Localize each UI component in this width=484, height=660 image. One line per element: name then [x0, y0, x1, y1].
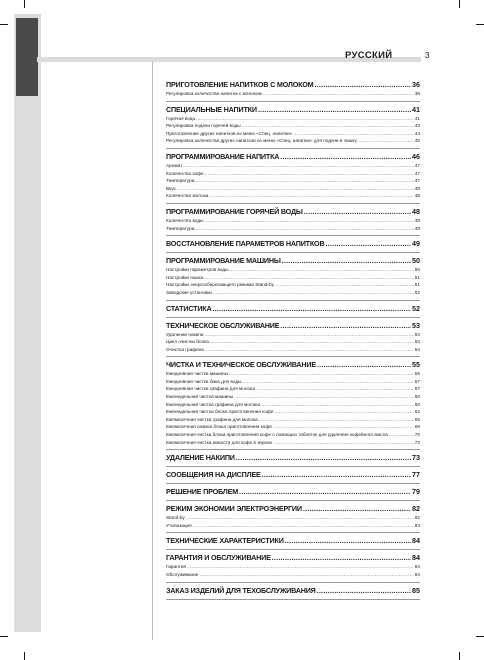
toc-entry[interactable]: [166, 266, 420, 274]
toc-section-title: ПРОГРАММИРОВАНИЕ НАПИТКА: [166, 151, 280, 161]
side-band: [14, 14, 41, 632]
toc-section: [166, 360, 420, 450]
toc-section: [166, 239, 420, 253]
toc-section-heading[interactable]: [166, 470, 420, 480]
toc-section-page: 84: [412, 553, 420, 563]
crop-mark: [459, 0, 460, 8]
toc-section-title: УДАЛЕНИЕ НАКИПИ: [166, 453, 235, 463]
toc-entry[interactable]: [166, 423, 420, 431]
toc-section-heading[interactable]: [166, 304, 420, 314]
toc-entry[interactable]: [166, 185, 420, 193]
language-label: РУССКИЙ: [345, 50, 393, 61]
toc-entry-page: 65: [414, 416, 420, 422]
toc-section-page: 49: [412, 239, 420, 249]
toc-entry-page: 48: [414, 193, 420, 199]
toc-entry-page: 44: [414, 130, 420, 136]
toc-entry[interactable]: [166, 217, 420, 225]
toc-leader: [280, 321, 411, 331]
toc-entry-title: Температура: [166, 225, 195, 231]
toc-entry-page: 39: [414, 91, 420, 96]
toc-entry[interactable]: [166, 281, 420, 289]
toc-entry-page: 54: [414, 346, 420, 352]
toc-entry[interactable]: [166, 90, 420, 98]
crop-mark: [24, 652, 25, 660]
toc-entry[interactable]: [166, 431, 420, 439]
toc-section-page: 55: [412, 360, 420, 370]
toc-section: [166, 586, 420, 600]
toc-leader: [317, 586, 411, 596]
toc-section-heading[interactable]: [166, 360, 420, 370]
toc-leader: [210, 338, 414, 346]
toc-entry-page: 70: [414, 432, 420, 438]
crop-mark: [24, 0, 25, 8]
toc-entry-title: Ежемесячная чистка емкости для кофе в зернах: [166, 439, 273, 445]
toc-leader: [263, 90, 414, 98]
toc-leader: [282, 256, 411, 266]
toc-section: [166, 256, 420, 300]
toc-leader: [177, 185, 414, 193]
toc-entry[interactable]: [166, 122, 420, 130]
toc-section-title: РЕШЕНИЕ ПРОБЛЕМ: [166, 487, 239, 497]
toc-entry[interactable]: [166, 274, 420, 282]
toc-section-page: 48: [412, 206, 420, 216]
toc-section: [166, 536, 420, 550]
toc-entry-title: Регулировка количества других напитков из меню «Спец. напитки» для подачи в чашку: [166, 138, 357, 144]
toc-section-heading[interactable]: [166, 586, 420, 596]
toc-section-page: 53: [412, 320, 420, 330]
crop-mark: [476, 636, 484, 637]
toc-entry-title: Количество кофе: [166, 170, 204, 176]
toc-entry-title: Температура: [166, 178, 195, 184]
toc-entry-title: Ежедневная чистка графина для молока: [166, 386, 255, 392]
toc-leader: [293, 130, 413, 138]
toc-entry[interactable]: [166, 416, 420, 424]
toc-section-heading[interactable]: [166, 152, 420, 162]
toc-entry[interactable]: [166, 514, 420, 522]
crop-mark: [0, 636, 8, 637]
toc-entry-title: Ежедневная чистка машины: [166, 371, 229, 377]
toc-entry-page: 83: [414, 522, 420, 528]
toc-leader: [196, 115, 414, 123]
toc-leader: [272, 553, 411, 563]
toc-entry[interactable]: [166, 563, 420, 571]
toc-section-page: 41: [412, 104, 420, 114]
toc-leader: [230, 266, 414, 274]
toc-section: [166, 453, 420, 467]
toc-entry[interactable]: [166, 370, 420, 378]
toc-section: [166, 207, 420, 236]
toc-entry[interactable]: [166, 137, 420, 145]
toc-section-heading[interactable]: [166, 553, 420, 563]
toc-leader: [258, 105, 411, 115]
toc-section-title: СПЕЦИАЛЬНЫЕ НАПИТКИ: [166, 104, 257, 114]
toc-entry-title: Еженедельная чистка графина для молока: [166, 401, 261, 407]
toc-leader: [256, 385, 414, 393]
toc-section-title: СТАТИСТИКА: [166, 303, 212, 313]
toc-section-title: РЕЖИМ ЭКОНОМИИ ЭЛЕКТРОЭНЕРГИИ: [166, 504, 302, 514]
toc-leader: [186, 514, 414, 522]
toc-section-title: ЧИСТКА И ТЕХНИЧЕСКОЕ ОБСЛУЖИВАНИЕ: [166, 360, 316, 370]
toc-entry-title: Настройки языка: [166, 274, 204, 280]
toc-entry-page: 47: [414, 178, 420, 184]
toc-section-title: ЗАКАЗ ИЗДЕЛИЙ ДЛЯ ТЕХОБСЛУЖИВАНИЯ: [166, 585, 316, 595]
toc-leader: [209, 192, 413, 200]
toc-entry-title: Stand-by: [166, 515, 185, 521]
toc-leader: [259, 416, 414, 424]
toc-section-heading[interactable]: [166, 239, 420, 249]
toc-entry-title: Регулировка количества напитка с молоком: [166, 91, 262, 96]
toc-leader: [204, 274, 414, 282]
toc-entry-title: Настройки энергосберегающего режима Stand-by: [166, 282, 274, 288]
toc-leader: [204, 331, 413, 339]
toc-leader: [213, 289, 414, 297]
toc-leader: [242, 378, 413, 386]
toc-section-page: 77: [412, 470, 420, 480]
toc-leader: [242, 122, 414, 130]
toc-leader: [280, 152, 411, 162]
toc-entry[interactable]: [166, 170, 420, 178]
toc-entry-title: Удаление накипи: [166, 331, 204, 337]
toc-leader: [193, 522, 414, 530]
toc-entry-title: Ежемесячная смазка блока приготовления кофе: [166, 424, 272, 430]
toc-entry[interactable]: [166, 225, 420, 233]
toc-entry[interactable]: [166, 331, 420, 339]
toc-entry[interactable]: [166, 289, 420, 297]
toc-leader: [195, 225, 413, 233]
toc-entry-title: Количество воды: [166, 217, 204, 223]
toc-entry-title: Утилизация: [166, 522, 192, 528]
toc-entry[interactable]: [166, 177, 420, 185]
toc-leader: [205, 346, 414, 354]
toc-section: [166, 487, 420, 501]
crop-mark: [459, 652, 460, 660]
toc-entry-page: 47: [414, 162, 420, 168]
toc-entry-page: 45: [414, 138, 420, 144]
toc-entry-title: Еженедельная чистка машины: [166, 394, 234, 400]
toc-section: [166, 304, 420, 318]
toc-leader: [187, 563, 414, 571]
toc-entry-page: 41: [414, 115, 420, 121]
toc-leader: [199, 571, 413, 579]
toc-section: [166, 504, 420, 533]
toc-entry[interactable]: [166, 439, 420, 447]
toc-section-page: 84: [412, 536, 420, 546]
toc-entry-title: Горячая вода: [166, 115, 196, 121]
toc-section-heading[interactable]: [166, 504, 420, 514]
toc-entry[interactable]: [166, 130, 420, 138]
toc-entry-page: 57: [414, 378, 420, 384]
toc-entry-page: 43: [414, 123, 420, 129]
toc-leader: [274, 408, 413, 416]
toc-entry-page: 47: [414, 170, 420, 176]
toc-entry[interactable]: [166, 571, 420, 579]
toc-section-heading[interactable]: [166, 453, 420, 463]
toc-entry-page: 57: [414, 386, 420, 392]
toc-section-title: ТЕХНИЧЕСКОЕ ОБСЛУЖИВАНИЕ: [166, 320, 280, 330]
toc-entry[interactable]: [166, 115, 420, 123]
toc-leader: [205, 217, 414, 225]
toc-section-title: ВОССТАНОВЛЕНИЕ ПАРАМЕТРОВ НАПИТКОВ: [166, 239, 325, 249]
toc-entry-page: 84: [414, 572, 420, 577]
toc-entry-page: 48: [414, 217, 420, 223]
toc-section-heading[interactable]: [166, 80, 420, 90]
toc-entry-title: Ежедневная чистка бака для воды: [166, 378, 242, 384]
toc-entry-page: 51: [414, 282, 420, 288]
toc-entry-page: 48: [414, 185, 420, 191]
toc-entry-page: 69: [414, 424, 420, 430]
toc-leader: [317, 360, 411, 370]
toc-leader: [195, 177, 413, 185]
toc-leader: [273, 423, 414, 431]
toc-entry-page: 52: [414, 289, 420, 295]
toc-section-title: СООБЩЕНИЯ НА ДИСПЛЕЕ: [166, 470, 261, 480]
toc-entry-title: Цикл очистки блока: [166, 339, 209, 345]
toc-entry[interactable]: [166, 192, 420, 200]
toc-entry-page: 62: [414, 409, 420, 415]
toc-entry-title: Обслуживание: [166, 572, 199, 577]
toc-leader: [304, 207, 411, 217]
toc-leader: [205, 170, 414, 178]
toc-section-title: ГАРАНТИЯ И ОБСЛУЖИВАНИЕ: [166, 553, 271, 563]
toc-section-heading[interactable]: [166, 256, 420, 266]
toc-entry-title: Еженедельная чистка блока приготовления кофе: [166, 409, 274, 415]
toc-entry-title: Ежемесячная чистка графина для молока: [166, 416, 258, 422]
toc-section-title: ПРИГОТОВЛЕНИЕ НАПИТКОВ С МОЛОКОМ: [166, 80, 314, 89]
toc-section: [166, 553, 420, 582]
toc-entry-page: 60: [414, 394, 420, 400]
toc-section-page: 79: [412, 487, 420, 497]
column-rule: [152, 62, 153, 640]
crop-mark: [476, 24, 484, 25]
toc-section-page: 82: [412, 504, 420, 514]
toc-entry[interactable]: [166, 385, 420, 393]
toc-leader: [212, 304, 411, 314]
toc-section-page: 50: [412, 256, 420, 266]
toc-entry-page: 84: [414, 564, 420, 570]
toc-entry-title: Очистка графина: [166, 346, 204, 352]
toc-section: [166, 321, 420, 358]
page-number: 3: [425, 51, 430, 60]
toc-leader: [389, 431, 414, 439]
toc-entry-page: 50: [414, 267, 420, 273]
toc-entry-page: 82: [414, 515, 420, 521]
toc-section-title: ТЕХНИЧЕСКИЕ ХАРАКТЕРИСТИКИ: [166, 536, 284, 546]
toc-leader: [262, 470, 411, 480]
toc-entry-title: Гарантия: [166, 564, 186, 570]
toc-section: [166, 80, 420, 102]
toc-entry[interactable]: [166, 408, 420, 416]
toc-entry-title: Приготовление других напитков из меню «Спец. напитки»: [166, 130, 293, 136]
table-of-contents: [166, 77, 420, 601]
toc-entry-title: Количество молока: [166, 193, 209, 199]
toc-leader: [229, 370, 414, 378]
toc-leader: [314, 80, 411, 90]
toc-entry-page: 51: [414, 274, 420, 280]
toc-section-heading[interactable]: [166, 105, 420, 115]
toc-entry-page: 53: [414, 339, 420, 345]
toc-entry-title: Настройки параметров воды: [166, 267, 229, 273]
toc-section-heading[interactable]: [166, 536, 420, 546]
toc-entry[interactable]: [166, 393, 420, 401]
toc-leader: [236, 453, 411, 463]
toc-leader: [234, 393, 414, 401]
toc-section-heading[interactable]: [166, 487, 420, 497]
toc-section-heading[interactable]: [166, 321, 420, 331]
toc-entry-page: 53: [414, 331, 420, 337]
toc-entry-title: Регулировка подачи горячей воды: [166, 123, 241, 129]
toc-leader: [358, 137, 414, 145]
toc-entry[interactable]: [166, 401, 420, 409]
toc-entry[interactable]: [166, 162, 420, 170]
toc-section-title: ПРОГРАММИРОВАНИЕ МАШИНЫ: [166, 256, 281, 266]
toc-section-title: ПРОГРАММИРОВАНИЕ ГОРЯЧЕЙ ВОДЫ: [166, 206, 303, 216]
toc-leader: [303, 504, 411, 514]
toc-entry-page: 60: [414, 401, 420, 407]
toc-entry[interactable]: [166, 338, 420, 346]
toc-section-page: 73: [412, 453, 420, 463]
toc-section-page: 46: [412, 151, 420, 161]
crop-mark: [0, 24, 8, 25]
toc-section-page: 52: [412, 303, 420, 313]
toc-section-page: 85: [412, 585, 420, 595]
toc-leader: [239, 487, 411, 497]
toc-leader: [325, 239, 411, 249]
toc-entry-title: Ежемесячная чистка блока приготовления кофе с помощью таблеток для удаления кофейного масла: [166, 432, 388, 438]
side-tab-marker: [16, 18, 38, 96]
toc-entry-title: Заводские установки: [166, 289, 212, 295]
toc-entry[interactable]: [166, 378, 420, 386]
toc-leader: [285, 536, 411, 546]
toc-entry-title: Вкус: [166, 185, 176, 191]
toc-entry[interactable]: [166, 522, 420, 530]
toc-section-page: 36: [412, 80, 420, 89]
toc-section: [166, 470, 420, 484]
toc-leader: [183, 162, 414, 170]
toc-entry-title: Аромат: [166, 162, 183, 168]
toc-section: [166, 105, 420, 149]
toc-leader: [275, 281, 414, 289]
toc-section-heading[interactable]: [166, 207, 420, 217]
toc-leader: [261, 401, 414, 409]
toc-entry-page: 72: [414, 439, 420, 445]
toc-entry-page: 49: [414, 225, 420, 231]
toc-section: [166, 152, 420, 204]
toc-entry[interactable]: [166, 346, 420, 354]
toc-entry-page: 55: [414, 371, 420, 377]
toc-leader: [273, 439, 414, 447]
